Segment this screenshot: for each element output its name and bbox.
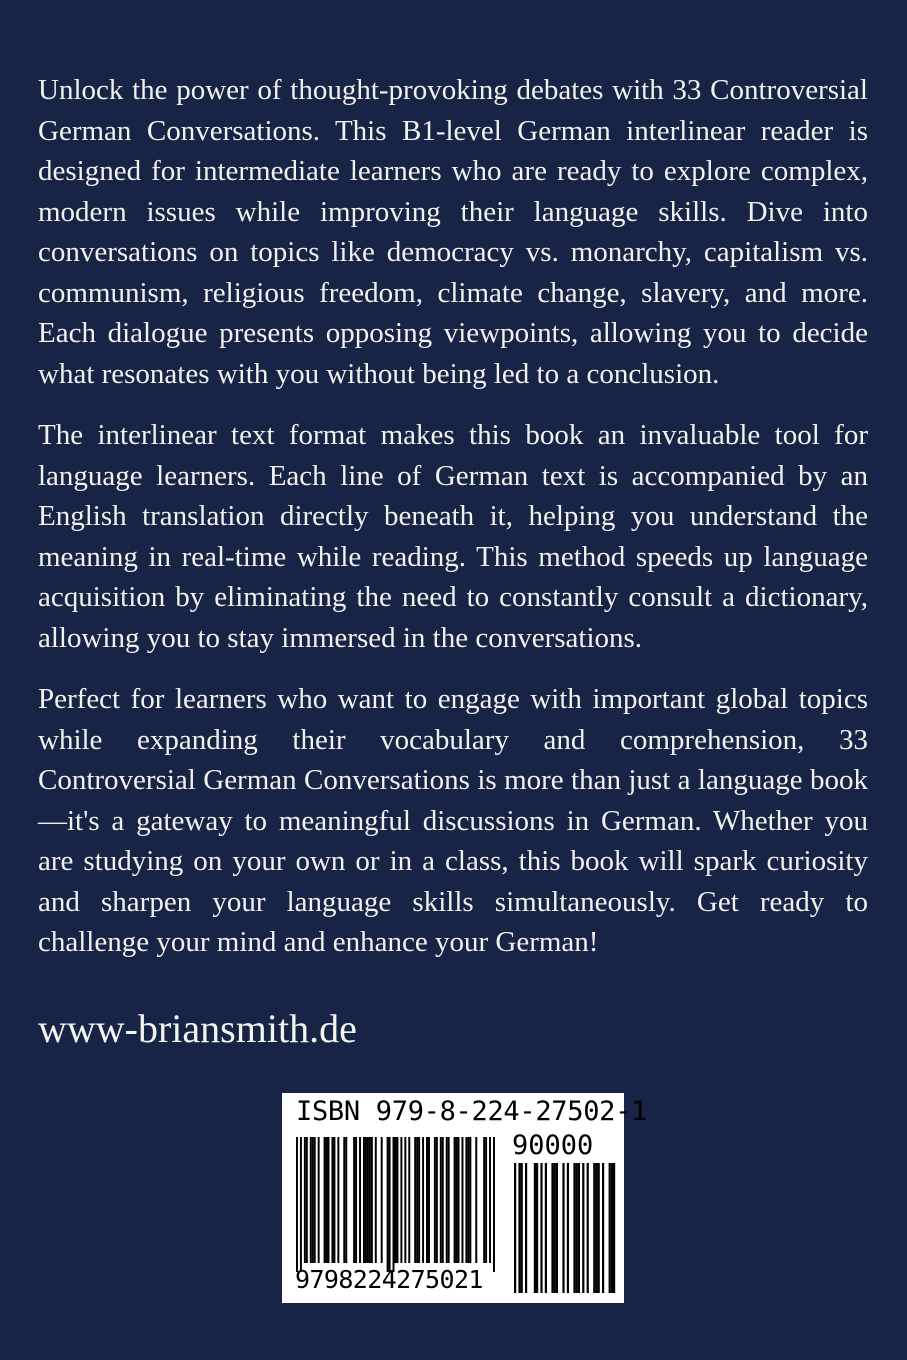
barcode-bar [389,1137,391,1272]
barcode-bar [314,1137,316,1263]
barcode-bar [331,1137,333,1263]
barcode-addon-bar [521,1163,523,1293]
barcode-bar [465,1137,467,1263]
barcode-addon-bar [514,1163,516,1293]
barcode-bar [324,1137,326,1263]
barcode-bar [485,1137,487,1263]
barcode-bar [306,1137,308,1263]
barcode-addon-bar [518,1163,520,1293]
blurb-text [38,70,868,984]
barcode-bar [442,1137,444,1263]
barcode-bar [400,1137,402,1263]
barcode-bar [387,1137,389,1272]
barcode-addon-bar [534,1163,536,1293]
barcode-addon-bar [545,1163,547,1293]
barcode-bar [493,1137,495,1272]
barcode-addon-bar [613,1163,615,1293]
isbn-label: ISBN 979-8-224-27502-1 [296,1096,648,1127]
barcode-bar [304,1137,306,1263]
barcode-addon-bar [551,1163,553,1293]
isbn-barcode-box [282,1093,648,1303]
barcode-bar [345,1137,347,1263]
barcode-bar [312,1137,314,1263]
blurb-paragraph-1: Unlock the power of thought-provoking debates with 33 Controversial German Conversations. This B1-level German interlinear reader is designed for intermediate learners who are ready to explore complex, modern issues while improving their language skills. Dive into conversations on topics like democracy vs. monarchy, capitalism vs. communism, religious freedom, climate change, slavery, and more. Each dialogue presents opposing viewpoints, allowing you to decide what resonates with you without being led to a conclusion. [38,74,868,390]
barcode-bar [381,1137,383,1263]
barcode-bar [456,1137,458,1263]
barcode-bar [300,1137,302,1272]
barcode-addon-bar [556,1163,558,1293]
barcode-addon-bar [562,1163,564,1293]
barcode-bar [483,1137,485,1263]
barcode-bar [343,1137,345,1263]
barcode-addon-bar [578,1163,580,1293]
website-url: www-briansmith.de [38,1006,357,1051]
barcode-bar [418,1137,420,1263]
barcode-addon-bar [602,1163,604,1293]
barcode-bar [408,1137,410,1263]
barcode-bar [365,1137,367,1263]
barcode-addon-bar [587,1163,589,1293]
barcode-bar [359,1137,361,1263]
barcode-addon-bar [536,1163,538,1293]
barcode-addon-bar [598,1163,600,1293]
barcode-bar [434,1137,436,1263]
barcode-bar [446,1137,448,1263]
barcode-bar [396,1137,398,1263]
barcode-bar [353,1137,355,1263]
barcode-addon-bar [540,1163,542,1293]
barcode-bar [296,1137,298,1272]
barcode-bar [428,1137,430,1263]
barcode-bar [416,1137,418,1263]
barcode-bar [369,1137,371,1263]
barcode-addon-bar [554,1163,556,1293]
barcode-bar [375,1137,377,1263]
barcode-addon-bar [576,1163,578,1293]
barcode-bar [454,1137,456,1263]
barcode-bar [326,1137,328,1263]
blurb-paragraph-3: Perfect for learners who want to engage with important global topics while expanding their vocabulary and comprehension, 33 Controversial German Conversations is more than just a language book—it's a gateway to meaningful discussions in German. Whether you are studying on your own or in a class, this book will spark curiosity and sharpen your language skills simultaneously. Get ready to challenge your mind and enhance your German! [38,683,868,958]
barcode-addon-bar [611,1163,613,1293]
barcode-bar [467,1137,469,1263]
barcode-addon-bar [567,1163,569,1293]
barcode-bar [426,1137,428,1263]
barcode-bar [318,1137,320,1263]
price-code: 90000 [512,1130,594,1161]
barcode-bar [440,1137,442,1263]
ean-digits: 9798224275021 [295,1265,483,1294]
barcode-bar [436,1137,438,1263]
barcode-bar [337,1137,339,1263]
barcode-bar [395,1137,397,1263]
barcode-bar [489,1137,491,1263]
barcode-bar [475,1137,477,1263]
barcode-addon-bar [595,1163,597,1293]
barcode-bar [371,1137,373,1263]
barcode-addon-bar [582,1163,584,1293]
barcode-bar [461,1137,463,1263]
blurb-paragraph-2: The interlinear text format makes this book an invaluable tool for language learners. Each line of German text is accompanied by an English translation directly beneath it, helping you understand the meaning in real-time while reading. This method speeds up language acquisition by eliminating the need to constantly consult a dictionary, allowing you to stay immersed in the conversations. [38,419,868,654]
barcode-bar [422,1137,424,1263]
barcode-addon-bar [609,1163,611,1293]
barcode-bar [414,1137,416,1263]
barcode-bar [363,1137,365,1263]
barcode-bar [404,1137,406,1263]
barcode-bar [367,1137,369,1263]
barcode-bar [393,1137,395,1272]
barcode-bar [310,1137,312,1263]
barcode-addon-bar [593,1163,595,1293]
barcode-bar [448,1137,450,1263]
barcode-bar [469,1137,471,1263]
barcode-bar [458,1137,460,1263]
barcode-bar [328,1137,330,1263]
barcode-bar [333,1137,335,1263]
barcode-addon-bar [525,1163,527,1293]
barcode-addon-bar [573,1163,575,1293]
barcode-bar [355,1137,357,1263]
